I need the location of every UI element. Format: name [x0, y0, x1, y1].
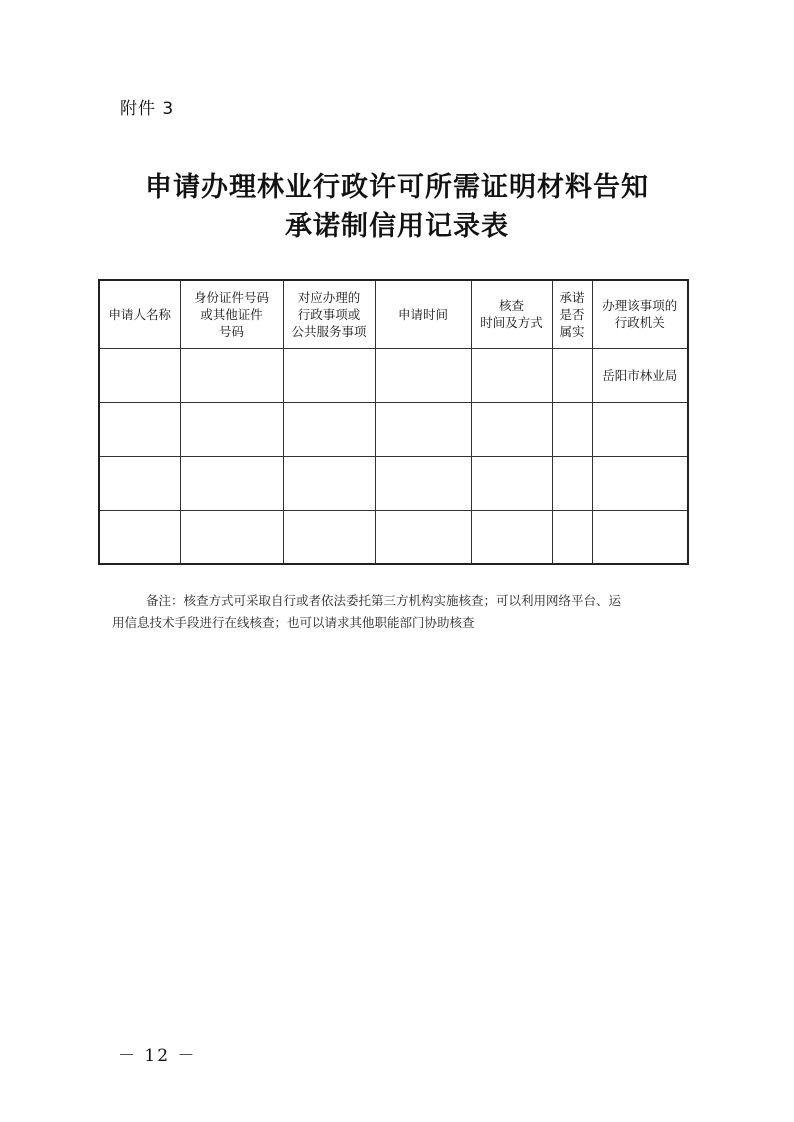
note-line-1: 备注：核查方式可采取自行或者依法委托第三方机构实施核查；可以利用网络平台、运: [146, 593, 622, 608]
cell-apply-time: [375, 402, 471, 456]
cell-promise-true: [552, 510, 592, 564]
table-header-row: [99, 280, 688, 348]
cell-apply-time: [375, 348, 471, 402]
header-applicant-name: 申请人名称: [99, 280, 180, 348]
document-title-line-2: 承诺制信用记录表: [285, 211, 509, 242]
cell-authority: 岳阳市林业局: [592, 348, 688, 402]
cell-applicant-name: [99, 348, 180, 402]
cell-applicant-name: [99, 402, 180, 456]
cell-id-number: [180, 456, 283, 510]
header-matter: 对应办理的 行政事项或 公共服务事项: [283, 280, 375, 348]
note-line-2: 用信息技术手段进行在线核查；也可以请求其他职能部门协助核查: [112, 615, 475, 630]
table-row: [99, 348, 688, 402]
cell-applicant-name: [99, 456, 180, 510]
header-promise-true: 承诺 是否 属实: [552, 280, 592, 348]
cell-id-number: [180, 348, 283, 402]
cell-id-number: [180, 402, 283, 456]
cell-matter: [283, 510, 375, 564]
header-verification: 核查 时间及方式: [471, 280, 552, 348]
cell-matter: [283, 348, 375, 402]
cell-matter: [283, 402, 375, 456]
page-number: － 12 －: [118, 1046, 197, 1066]
cell-promise-true: [552, 456, 592, 510]
table-row: [99, 456, 688, 510]
header-id-number: 身份证件号码 或其他证件 号码: [180, 280, 283, 348]
attachment-label: 附件 3: [120, 99, 175, 119]
cell-authority: [592, 402, 688, 456]
cell-applicant-name: [99, 510, 180, 564]
document-title-line-1: 申请办理林业行政许可所需证明材料告知: [145, 172, 649, 203]
header-authority: 办理该事项的 行政机关: [592, 280, 688, 348]
cell-apply-time: [375, 456, 471, 510]
cell-verification: [471, 510, 552, 564]
cell-authority: [592, 510, 688, 564]
cell-id-number: [180, 510, 283, 564]
cell-matter: [283, 456, 375, 510]
cell-authority: [592, 456, 688, 510]
table-row: [99, 402, 688, 456]
cell-verification: [471, 456, 552, 510]
table-note: [112, 590, 697, 634]
cell-promise-true: [552, 402, 592, 456]
cell-verification: [471, 402, 552, 456]
table-row: [99, 510, 688, 564]
credit-record-table: [98, 279, 689, 565]
cell-apply-time: [375, 510, 471, 564]
cell-verification: [471, 348, 552, 402]
header-apply-time: 申请时间: [375, 280, 471, 348]
cell-promise-true: [552, 348, 592, 402]
